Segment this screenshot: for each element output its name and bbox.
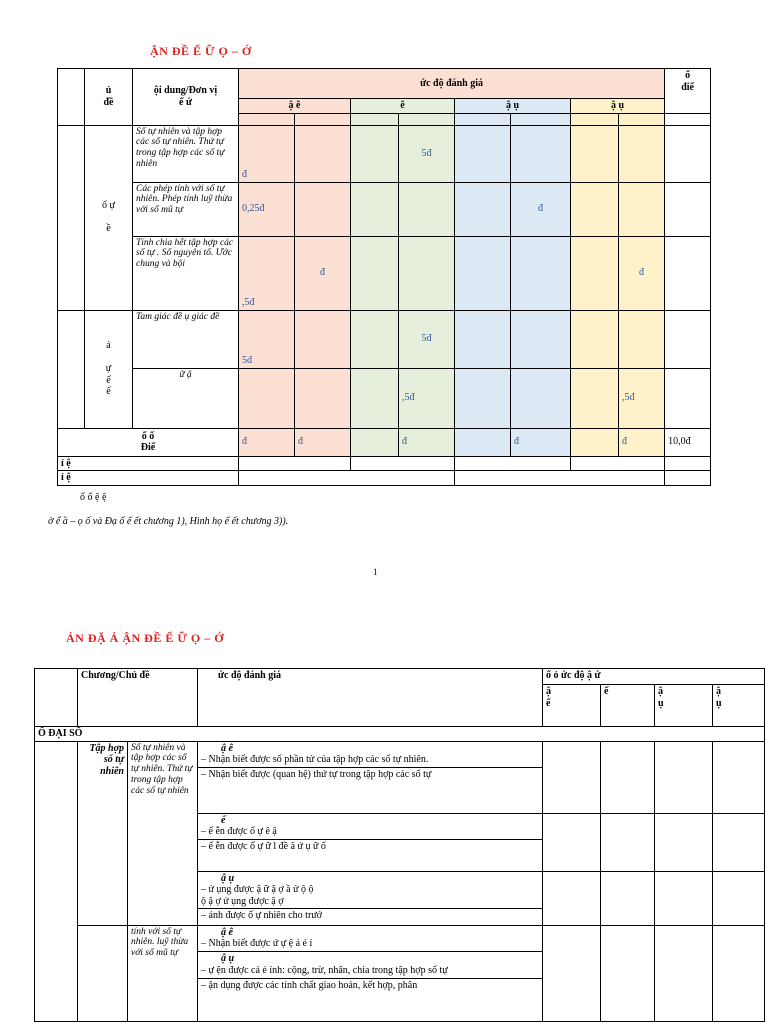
mark-cell xyxy=(571,182,619,236)
mark-cell: đ xyxy=(511,428,571,456)
mark-cell xyxy=(571,236,619,310)
mark-cell xyxy=(511,368,571,428)
mark-cell xyxy=(351,125,399,182)
mark-cell xyxy=(571,428,619,456)
objective-text: ộ ậ ợ ử ụng được ậ ợ xyxy=(201,895,284,907)
mark-cell: ,5đ xyxy=(399,368,455,428)
mark-cell: đ xyxy=(239,125,295,182)
total-points: 10,0đ xyxy=(665,428,711,456)
mark-cell xyxy=(399,236,455,310)
spec-table xyxy=(34,668,765,1022)
mark-cell xyxy=(295,310,351,368)
objective-text: – Nhận biết được số phần tử của tập hợp các số tự nhiên. xyxy=(201,754,429,765)
level-label: ậ ê xyxy=(221,742,233,754)
total-label: ổ ố Điể xyxy=(58,428,239,456)
ratio-label: ỉ ệ xyxy=(58,471,239,486)
mark-cell xyxy=(295,182,351,236)
objective-text: – ự ện được cá é ính: cộng, trừ, nhân, chia trong tập hợp số tự xyxy=(201,965,448,976)
mark-cell xyxy=(351,236,399,310)
ratio-label: ỉ ệ xyxy=(58,456,239,471)
header-level-2: ê xyxy=(351,99,455,114)
header-level-1: ậ ê xyxy=(239,99,351,114)
matrix-table xyxy=(57,68,711,486)
header-stt xyxy=(58,69,85,126)
mark-cell: 5đ xyxy=(239,310,295,368)
objective-text: – Nhận biết được ứ ự ệ á é í xyxy=(201,938,313,949)
header-s4: ậ ụ xyxy=(713,685,765,727)
level-label: ậ ụ xyxy=(198,951,542,966)
header-s1: ậ ế xyxy=(543,685,601,727)
level-label: ể xyxy=(221,814,226,826)
mark-cell xyxy=(455,236,511,310)
mark-cell: đ xyxy=(619,236,665,310)
mark-cell xyxy=(351,182,399,236)
header-s2: ể xyxy=(601,685,655,727)
total-row xyxy=(58,428,711,456)
mark-cell: đ xyxy=(295,428,351,456)
topic-name: Tập hợp số tự nhiên xyxy=(78,741,128,925)
objective-text: – ử ụng được ậ ữ ậ ợ ầ ử ộ ộ xyxy=(201,884,314,895)
mark-cell xyxy=(511,236,571,310)
sub-topic: tính với số tự nhiên. luỹ thừa với số mũ tự xyxy=(128,925,198,1021)
mark-cell xyxy=(399,182,455,236)
mark-cell xyxy=(455,125,511,182)
header-chuong: Chương/Chủ đề xyxy=(78,669,198,727)
topic-label: ố ự ề xyxy=(85,125,133,310)
page2-title: ẢN ĐẶ Ả ẬN ĐỀ Ể Ữ Ọ – Ớ xyxy=(66,631,225,645)
page1-title: ẬN ĐỀ Ể Ữ Ọ – Ớ xyxy=(150,44,252,58)
table-row xyxy=(58,182,711,236)
objective-text: – ể ễn được ố ự ữ l đề ã ứ ụ ữ ố xyxy=(198,839,542,854)
objective-text: – Nhận biết được (quan hệ) thứ tự trong tập hợp các số tự xyxy=(198,767,542,782)
header-chu-de: ủ đề xyxy=(85,69,133,126)
mark-cell: đ xyxy=(511,182,571,236)
mark-cell xyxy=(295,125,351,182)
header-noi-dung: ội dung/Đơn vị ế ứ xyxy=(133,69,239,126)
sub-topic: Số tự nhiên và tập hợp các số tự nhiên. Thứ tự trong tập hợp các số tự nhiên xyxy=(128,741,198,925)
objective-text: – ể ễn được ố ự ê ậ xyxy=(201,826,277,837)
objective-text: – ận dụng được các tính chất giao hoán, kết hợp, phân xyxy=(198,978,542,993)
mark-cell xyxy=(295,368,351,428)
table-row xyxy=(58,310,711,368)
content-cell: Các phép tính với số tự nhiên. Phép tính luỹ thừa với số mũ tự xyxy=(133,182,239,236)
mark-cell xyxy=(511,310,571,368)
table-row xyxy=(58,125,711,182)
ratio-row xyxy=(58,456,711,471)
mark-cell xyxy=(351,310,399,368)
mark-cell: ,5đ xyxy=(619,368,665,428)
table-row xyxy=(58,236,711,310)
mark-cell: đ xyxy=(619,428,665,456)
header-muc-do-2: ức độ đánh giá xyxy=(198,669,543,727)
mark-cell xyxy=(455,368,511,428)
mark-cell: đ xyxy=(295,236,351,310)
page-number: 1 xyxy=(373,567,378,577)
mark-cell xyxy=(571,125,619,182)
table-row xyxy=(35,741,765,813)
section-heading: Ố ĐẠI SỐ xyxy=(35,727,765,742)
content-cell: ữ ậ xyxy=(133,368,239,428)
header-s3: ậ ụ xyxy=(655,685,713,727)
ratio-row xyxy=(58,471,711,486)
mark-cell xyxy=(511,125,571,182)
level-label: ậ ê xyxy=(221,926,233,938)
mark-cell: đ xyxy=(399,428,455,456)
topic-label: ả ự ế ế xyxy=(85,310,133,428)
mark-cell xyxy=(239,368,295,428)
mark-cell xyxy=(351,368,399,428)
mark-cell xyxy=(571,310,619,368)
mark-cell xyxy=(619,182,665,236)
header-level-4: ậ ụ xyxy=(571,99,665,114)
header-tong-diem: ổ điể xyxy=(665,69,711,114)
mark-cell: 0,25đ xyxy=(239,182,295,236)
mark-cell xyxy=(351,428,399,456)
table-row xyxy=(35,925,765,1021)
mark-cell: 5đ xyxy=(399,310,455,368)
mark-cell xyxy=(571,368,619,428)
level-label: ậ ụ xyxy=(221,872,235,884)
header-muc-do: ức độ đánh giá xyxy=(239,69,665,99)
footer-extra: ổ ổ ệ ệ xyxy=(80,492,107,503)
mark-cell: 5đ xyxy=(399,125,455,182)
mark-cell xyxy=(455,310,511,368)
mark-cell xyxy=(455,428,511,456)
mark-cell: đ xyxy=(239,428,295,456)
mark-cell: ,5đ xyxy=(239,236,295,310)
objective-text: – ánh được ố ự nhiên cho trướ xyxy=(198,908,542,923)
mark-cell xyxy=(619,125,665,182)
content-cell: Tam giác đề ụ giác đề xyxy=(133,310,239,368)
mark-cell xyxy=(619,310,665,368)
page-note: ờ ể ầ – ọ ố và Đạ ố ế ết chương 1), Hình họ ế ết chương 3)). xyxy=(48,516,289,527)
header-so-cau: ố ỏ ức độ ậ ứ xyxy=(543,669,765,685)
content-cell: Số tự nhiên và tập hợp các số tự nhiên. Thứ tự trong tập hợp các số tự nhiên xyxy=(133,125,239,182)
header-level-3: ậ ụ xyxy=(455,99,571,114)
content-cell: Tính chia hết tập hợp các số tự . Số nguyên tố. Ước chung và bội xyxy=(133,236,239,310)
mark-cell xyxy=(455,182,511,236)
table-row xyxy=(58,368,711,428)
